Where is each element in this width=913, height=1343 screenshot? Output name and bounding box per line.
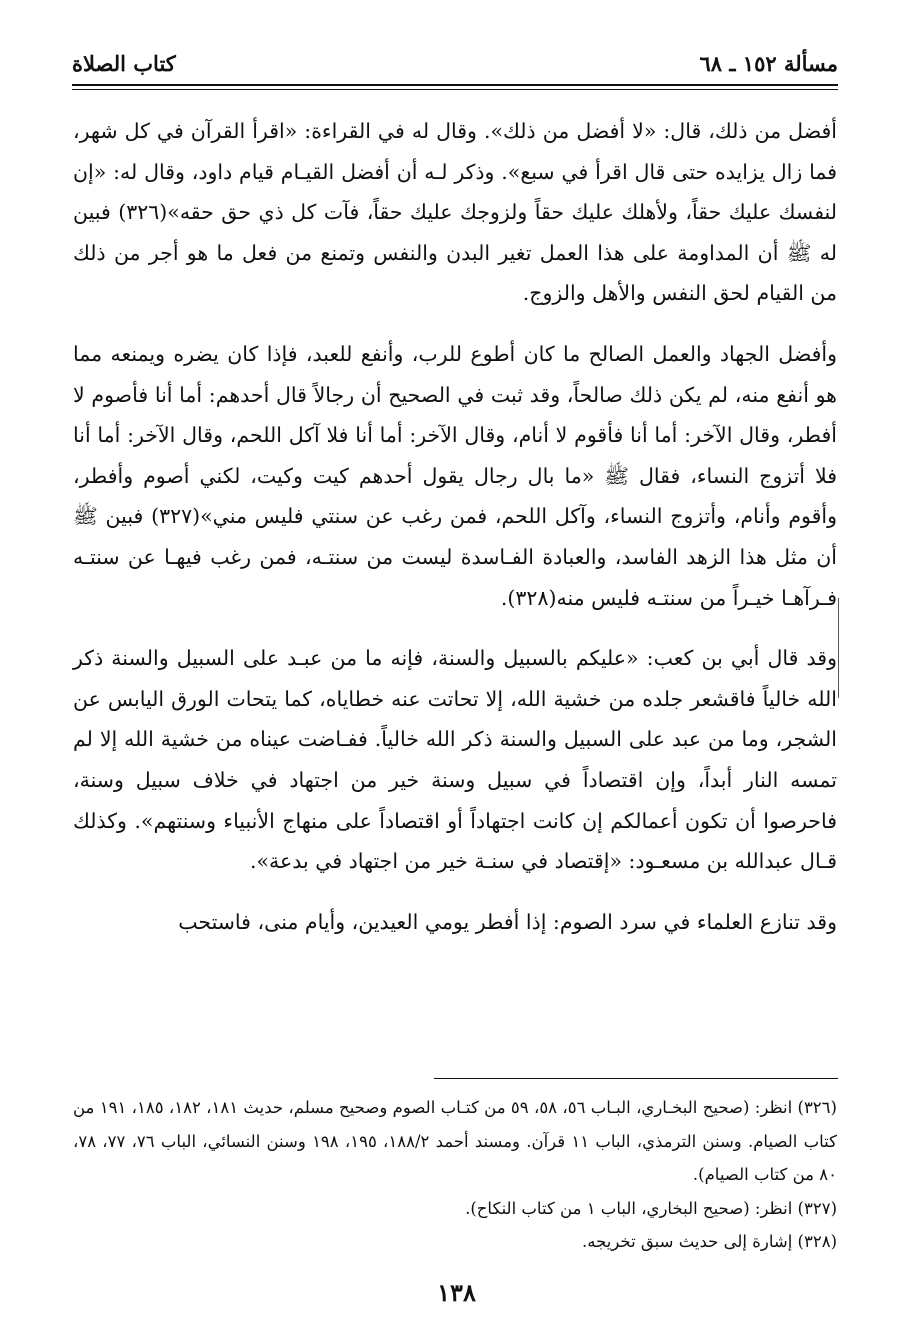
chapter-title: كتاب الصلاة	[72, 51, 176, 76]
running-header	[72, 42, 838, 76]
paragraph-3: وقد قال أبي بن كعب: «عليكم بالسبيل والسنة، فإنه ما من عبـد على السبيل والسنة ذكر الله خالياً فاقشعر جلده من خشية الله، إلا تحاتت عنه خطاياه، كما يتحات الورق اليابس عن الشجر، وما من عبد على السبيل والسنة ذكر الله خالياً. ففـاضت عيناه من خشية الله إلا لم تمسه النار أبداً، وإن اقتصاداً في سبيل وسنة خير من اجتهاد في خلاف سبيل وسنة، فاحرصوا أن تكون أعمالكم إن كانت اجتهاداً أو اقتصاداً على منهاج الأنبياء وسنتهم». وكذلك قـال عبدالله بن مسعـود: «إقتصاد في سنـة خير من اجتهاد في بدعة».	[73, 646, 837, 874]
paragraph-4: وقد تنازع العلماء في سرد الصوم: إذا أفطر يومي العيدين، وأيام منى، فاستحب	[178, 909, 837, 934]
header-rule-thin	[72, 89, 838, 90]
header-rule	[72, 84, 838, 86]
page-number: ١٣٨	[437, 1278, 476, 1307]
margin-line	[838, 598, 839, 698]
paragraph-1: أفضل من ذلك، قال: «لا أفضل من ذلك». وقال له في القراءة: «اقرأ القرآن في كل شهر، فما زال يزايده حتى قال اقرأ في سبع». وذكر لـه أن أفضل القيـام قيام داود، وقال له: «إن لنفسك عليك حقاً، ولأهلك عليك حقاً ولزوجك عليك حقاً، فآت كل ذي حق حقه»(٣٢٦) فبين له ﷺ أن المداومة على هذا العمل تغير البدن والنفس وتمنع من فعل ما هو أجر من ذلك من القيام لحق النفس والأهل والزوج.	[73, 119, 837, 306]
footnotes	[73, 1091, 837, 1259]
footnote-326: (٣٢٦) انظر: (صحيح البخـاري، البـاب ٥٦، ٥٨، ٥٩ من كتـاب الصوم وصحيح مسلم، حديث ١٨١، ١٨٢، ١٨٥، ١٩١ من كتاب الصيام. وسنن الترمذي، الباب ١١ قرآن. ومسند أحمد ١٨٨/٢، ١٩٥، ١٩٨ وسنن النسائي، الباب ٧٦، ٧٧، ٧٨، ٨٠ من كتاب الصيام).	[73, 1098, 837, 1184]
main-text	[73, 111, 837, 942]
issue-number: مسألة ١٥٢ ـ ٦٨	[699, 51, 838, 76]
footnote-327: (٣٢٧) انظر: (صحيح البخاري، الباب ١ من كتاب النكاح).	[465, 1198, 837, 1218]
footnote-separator	[434, 1078, 838, 1079]
footnote-328: (٣٢٨) إشارة إلى حديث سبق تخريجه.	[581, 1232, 837, 1251]
paragraph-2: وأفضل الجهاد والعمل الصالح ما كان أطوع للرب، وأنفع للعبد، فإذا كان يضره ويمنعه مما هو أنفع منه، لم يكن ذلك صالحاً، وقد ثبت في الصحيح أن رجالاً قال أحدهم: أما أنا فأصوم لا أفطر، وقال الآخر: أما أنا فأقوم لا أنام، وقال الآخر: أما أنا فلا آكل اللحم، وقال الآخر: أما أنا فلا أتزوج النساء، فقال ﷺ «ما بال رجال يقول أحدهم كيت وكيت، لكني أصوم وأفطر، وأقوم وأنام، وأتزوج النساء، وآكل اللحم، فمن رغب عن سنتي فليس مني»(٣٢٧) فبين ﷺ أن مثل هذا الزهد الفاسد، والعبادة الفـاسدة ليست من سنتـه، فمن رغب فيهـا عن سنتـه فـرآهـا خيـراً من سنتـه فليس منه(٣٢٨).	[73, 341, 838, 610]
